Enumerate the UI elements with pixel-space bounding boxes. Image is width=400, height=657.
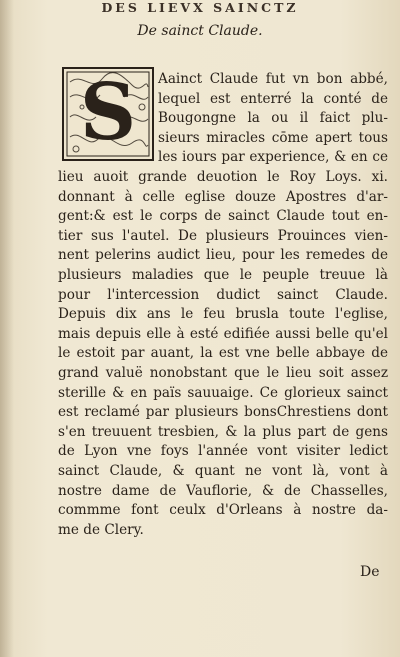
text-line: me de Clery.	[58, 521, 144, 538]
text-line: lieu auoit grande deuotion le Roy Loys. xi.	[58, 169, 388, 185]
text-line: les iours par experience, & en ce	[158, 149, 388, 166]
text-line: grand valuë nonobstant que le lieu soit assez	[58, 365, 388, 381]
text-line: mais depuis elle à esté edifiée aussi belle qu'el	[58, 325, 388, 342]
text-line: Aainct Claude fut vn bon abbé,	[158, 71, 388, 87]
text-line: sieurs miracles cōme apert tous	[158, 129, 388, 146]
text-line: gent:& est le corps de sainct Claude tout en-	[58, 208, 388, 225]
text-line: nostre dame de Vauflorie, & de Chasselles,	[58, 482, 388, 499]
text-line: est reclamé par plusieurs bonsChrestiens dont	[58, 404, 388, 421]
text-line: donnant à celle eglise douze Apostres d'ar-	[58, 188, 388, 205]
chapter-title: De sainct Claude.	[137, 23, 263, 39]
text-line: Depuis dix ans le feu brusla toute l'eglise,	[58, 306, 388, 323]
text-line: plusieurs maladies que le peuple treuue là	[58, 267, 388, 283]
text-line: le estoit par auant, la est vne belle abbaye de	[58, 345, 388, 362]
text-line: pour l'intercession dudict sainct Claude.	[58, 286, 388, 303]
svg-text:S: S	[79, 67, 137, 158]
decorated-initial	[62, 67, 154, 161]
running-head: DES LIEVX SAINCTZ	[101, 0, 299, 15]
text-line: nent pelerins audict lieu, pour les remedes de	[58, 247, 388, 264]
text-line: tier sus l'autel. De plusieurs Prouinces vien-	[58, 227, 388, 244]
text-line: de Lyon vne foys l'année vont visiter ledict	[58, 443, 388, 460]
text-line: sainct Claude, & quant ne vont là, vont à	[58, 463, 388, 479]
gutter-shadow	[0, 0, 14, 657]
text-line: lequel est enterré la conté de	[158, 90, 388, 107]
text-line: sterille & en païs sauuaige. Ce glorieux sainct	[58, 384, 388, 401]
text-line: commme font ceulx d'Orleans à nostre da-	[58, 502, 388, 519]
text-line: Bougongne la ou il faict plu-	[158, 110, 388, 127]
text-line: s'en treuuent tresbien, & la plus part de gens	[58, 423, 388, 440]
catchword: De	[360, 564, 380, 580]
